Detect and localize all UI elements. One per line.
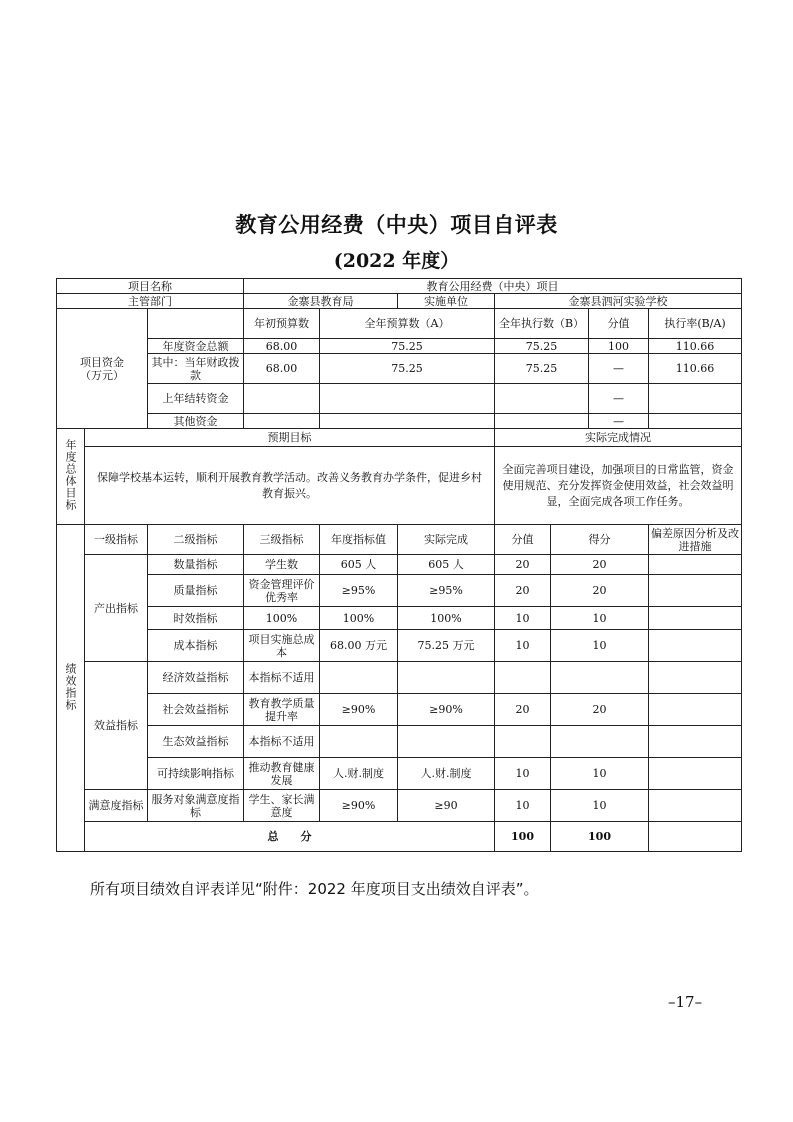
perf-score (495, 726, 551, 758)
perf-deviation (649, 790, 742, 822)
perf-target (320, 662, 398, 694)
funds-score: — (589, 354, 649, 384)
perf-points: 20 (551, 555, 649, 575)
project-name-value: 教育公用经费（中央）项目 (244, 279, 742, 294)
perf-level3: 学生数 (244, 555, 320, 575)
group-benefit: 效益指标 (85, 662, 148, 790)
perf-level2: 数量指标 (148, 555, 244, 575)
document-subtitle: (2022 年度） (333, 250, 460, 272)
funds-rate (649, 414, 742, 429)
attachment-note: 所有项目绩效自评表详见“附件：2022 年度项目支出绩效自评表”。 (90, 880, 539, 898)
goals-text-row (57, 447, 742, 525)
funds-rate: 110.66 (649, 354, 742, 384)
department-row (57, 294, 742, 309)
funds-row-label: 上年结转资金 (148, 384, 244, 414)
perf-score: 10 (495, 758, 551, 790)
project-name-label: 项目名称 (57, 279, 244, 294)
actual-result-header: 实际完成情况 (495, 429, 742, 447)
funds-exec: 75.25 (495, 339, 589, 354)
funds-row-label: 其他资金 (148, 414, 244, 429)
header-level1: 一级指标 (85, 525, 148, 555)
perf-deviation (649, 575, 742, 607)
funds-initial: 68.00 (244, 339, 320, 354)
perf-header-row (57, 525, 742, 555)
funds-initial: 68.00 (244, 354, 320, 384)
perf-row (57, 630, 742, 662)
perf-score: 10 (495, 607, 551, 630)
perf-level2: 时效指标 (148, 607, 244, 630)
perf-level2: 经济效益指标 (148, 662, 244, 694)
perf-actual (398, 726, 495, 758)
perf-points: 10 (551, 790, 649, 822)
header-exec-rate: 执行率(B/A) (649, 309, 742, 339)
goals-header-row (57, 429, 742, 447)
total-points: 100 (551, 822, 649, 852)
perf-points (551, 726, 649, 758)
total-row (57, 822, 742, 852)
funds-row-label: 其中：当年财政拨款 (148, 354, 244, 384)
header-perf-points: 得分 (551, 525, 649, 555)
perf-target: 人.财.制度 (320, 758, 398, 790)
header-level2: 二级指标 (148, 525, 244, 555)
perf-actual: ≥90 (398, 790, 495, 822)
header-perf-score: 分值 (495, 525, 551, 555)
perf-score: 20 (495, 694, 551, 726)
goals-label: 年度总体目标 (64, 439, 77, 511)
implementer-label: 实施单位 (398, 294, 495, 309)
perf-label-cell (57, 525, 85, 852)
perf-score: 10 (495, 630, 551, 662)
perf-row (57, 662, 742, 694)
perf-level2: 可持续影响指标 (148, 758, 244, 790)
perf-score: 20 (495, 575, 551, 607)
actual-result-text: 全面完善项目建设，加强项目的日常监管，资金使用规范、充分发挥资金使用效益，社会效益明显，全面完成各项工作任务。 (495, 447, 742, 525)
funds-row (57, 339, 742, 354)
header-level3: 三级指标 (244, 525, 320, 555)
funds-row (57, 414, 742, 429)
perf-score: 20 (495, 555, 551, 575)
funds-annual: 75.25 (320, 354, 495, 384)
perf-level2: 质量指标 (148, 575, 244, 607)
funds-row (57, 384, 742, 414)
perf-deviation (649, 555, 742, 575)
total-label: 总 分 (85, 822, 495, 852)
funds-rate: 110.66 (649, 339, 742, 354)
goals-label-cell (57, 429, 85, 525)
perf-actual: 605 人 (398, 555, 495, 575)
expected-goal-text: 保障学校基本运转，顺利开展教育教学活动。改善义务教育办学条件，促进乡村教育振兴。 (85, 447, 495, 525)
department-value: 金寨县教育局 (244, 294, 398, 309)
perf-actual: 75.25 万元 (398, 630, 495, 662)
perf-target: 68.00 万元 (320, 630, 398, 662)
perf-level3: 本指标不适用 (244, 726, 320, 758)
perf-score: 10 (495, 790, 551, 822)
group-output: 产出指标 (85, 555, 148, 662)
perf-actual: ≥90% (398, 694, 495, 726)
perf-label: 绩效指标 (64, 662, 77, 711)
header-target: 年度指标值 (320, 525, 398, 555)
perf-row (57, 694, 742, 726)
header-deviation: 偏差原因分析及改进措施 (649, 525, 742, 555)
funds-annual: 75.25 (320, 339, 495, 354)
project-name-row (57, 279, 742, 294)
perf-deviation (649, 726, 742, 758)
funds-header-row (57, 309, 742, 339)
document-title: 教育公用经费（中央）项目自评表 (235, 213, 558, 237)
funds-score: — (589, 384, 649, 414)
funds-annual (320, 384, 495, 414)
perf-target: ≥90% (320, 694, 398, 726)
header-actual: 实际完成 (398, 525, 495, 555)
funds-score: — (589, 414, 649, 429)
perf-level3: 学生、家长满意度 (244, 790, 320, 822)
funds-exec (495, 414, 589, 429)
perf-level3: 本指标不适用 (244, 662, 320, 694)
total-deviation (649, 822, 742, 852)
funds-rate (649, 384, 742, 414)
perf-points: 10 (551, 630, 649, 662)
perf-deviation (649, 607, 742, 630)
perf-score (495, 662, 551, 694)
perf-row (57, 555, 742, 575)
self-evaluation-table (56, 278, 742, 852)
funds-header-blank (148, 309, 244, 339)
perf-level3: 资金管理评价优秀率 (244, 575, 320, 607)
funds-initial (244, 384, 320, 414)
funds-exec (495, 384, 589, 414)
perf-deviation (649, 630, 742, 662)
perf-actual: 人.财.制度 (398, 758, 495, 790)
perf-points: 10 (551, 607, 649, 630)
header-annual-budget: 全年预算数（A） (320, 309, 495, 339)
perf-level3: 100% (244, 607, 320, 630)
funds-row (57, 354, 742, 384)
perf-row (57, 607, 742, 630)
perf-points: 10 (551, 758, 649, 790)
implementer-value: 金寨县泗河实验学校 (495, 294, 742, 309)
funds-score: 100 (589, 339, 649, 354)
perf-level2: 服务对象满意度指标 (148, 790, 244, 822)
perf-level3: 推动教育健康发展 (244, 758, 320, 790)
header-initial-budget: 年初预算数 (244, 309, 320, 339)
expected-goal-header: 预期目标 (85, 429, 495, 447)
perf-actual: ≥95% (398, 575, 495, 607)
perf-row (57, 726, 742, 758)
perf-level2: 社会效益指标 (148, 694, 244, 726)
funds-annual (320, 414, 495, 429)
perf-deviation (649, 662, 742, 694)
perf-level2: 生态效益指标 (148, 726, 244, 758)
funds-exec: 75.25 (495, 354, 589, 384)
perf-points: 20 (551, 694, 649, 726)
perf-target: ≥90% (320, 790, 398, 822)
group-satisfaction: 满意度指标 (85, 790, 148, 822)
total-score: 100 (495, 822, 551, 852)
perf-actual (398, 662, 495, 694)
perf-actual: 100% (398, 607, 495, 630)
perf-points (551, 662, 649, 694)
perf-row (57, 575, 742, 607)
perf-deviation (649, 694, 742, 726)
page-number: –17– (668, 993, 703, 1011)
perf-level3: 项目实施总成本 (244, 630, 320, 662)
perf-points: 20 (551, 575, 649, 607)
perf-deviation (649, 758, 742, 790)
perf-level3: 教育教学质量提升率 (244, 694, 320, 726)
funds-label: 项目资金（万元） (57, 309, 148, 429)
header-score: 分值 (589, 309, 649, 339)
funds-initial (244, 414, 320, 429)
perf-target (320, 726, 398, 758)
header-annual-exec: 全年执行数（B） (495, 309, 589, 339)
funds-row-label: 年度资金总额 (148, 339, 244, 354)
perf-row (57, 758, 742, 790)
perf-level2: 成本指标 (148, 630, 244, 662)
department-label: 主管部门 (57, 294, 244, 309)
perf-row (57, 790, 742, 822)
perf-target: ≥95% (320, 575, 398, 607)
perf-target: 605 人 (320, 555, 398, 575)
perf-target: 100% (320, 607, 398, 630)
